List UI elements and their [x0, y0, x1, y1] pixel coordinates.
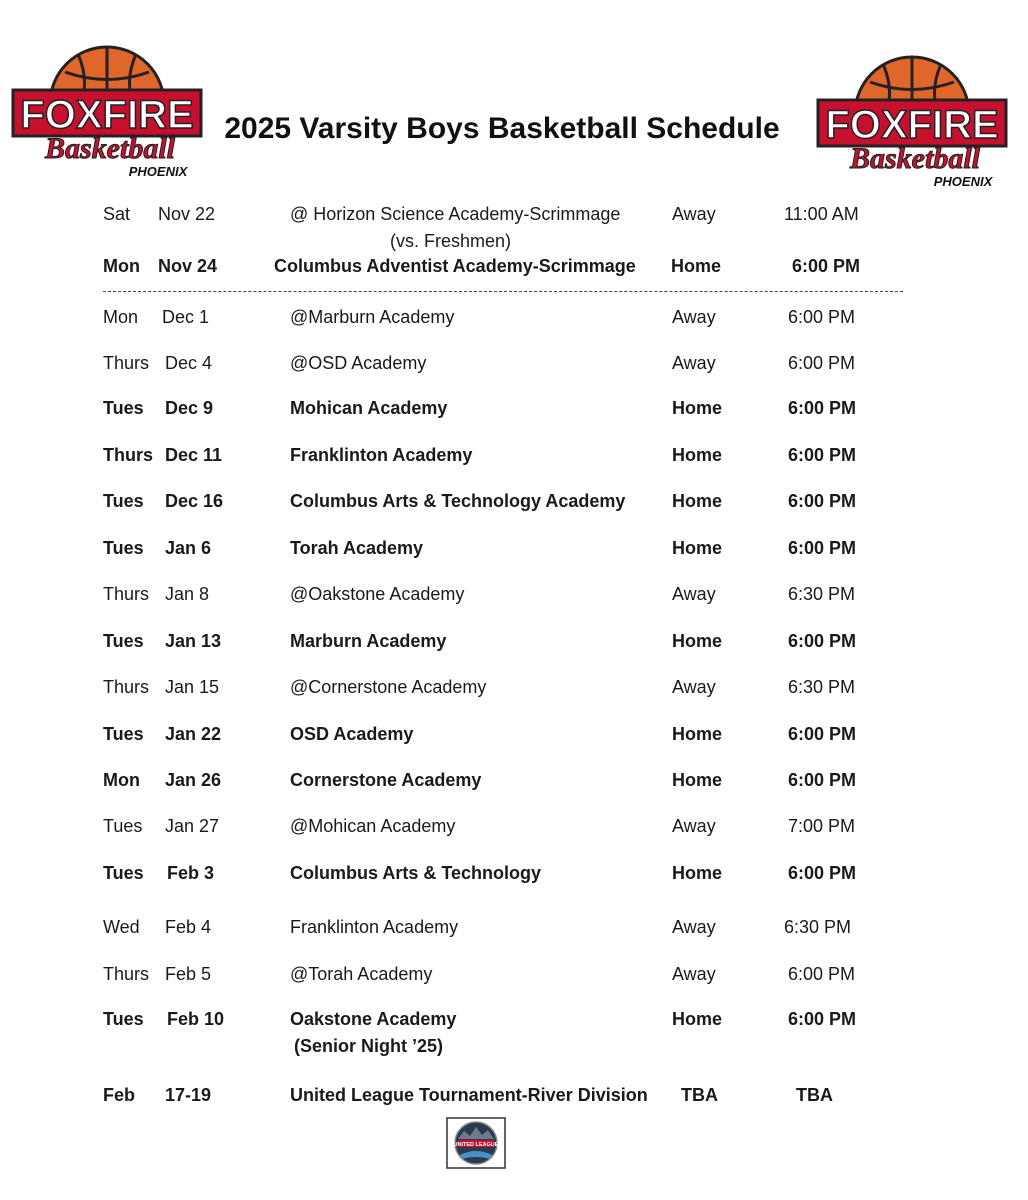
page-title: 2025 Varsity Boys Basketball Schedule — [224, 112, 780, 145]
game-day: Wed — [103, 917, 140, 937]
game-date: Jan 27 — [165, 816, 220, 836]
game-opponent: @Oakstone Academy — [290, 584, 465, 604]
game-date: Feb 4 — [165, 917, 212, 937]
schedule-row-tournament — [0, 1085, 1028, 1115]
game-date: Dec 11 — [165, 445, 223, 465]
game-date: Jan 22 — [165, 724, 222, 744]
schedule-row-scrimmage-1 — [0, 204, 1028, 234]
game-opponent: Torah Academy — [290, 538, 424, 558]
schedule-row — [0, 917, 1028, 947]
game-opponent: @Marburn Academy — [290, 307, 455, 327]
game-date: Jan 13 — [165, 631, 222, 651]
league-logo-text: UNITED LEAGUE — [453, 1142, 499, 1148]
game-location: Home — [671, 256, 722, 276]
section-divider — [103, 291, 903, 292]
game-day: Thurs — [103, 964, 150, 984]
game-location: Home — [672, 491, 723, 511]
game-location: TBA — [681, 1085, 718, 1105]
game-time: 6:30 PM — [788, 584, 856, 604]
game-day: Tues — [103, 491, 144, 511]
game-day: Thurs — [103, 353, 150, 373]
game-location: Away — [672, 307, 716, 327]
game-location: Away — [672, 204, 716, 224]
game-location: Home — [672, 538, 723, 558]
game-location: Away — [672, 816, 716, 836]
schedule-row — [0, 724, 1028, 754]
game-time: 6:00 PM — [792, 256, 861, 276]
game-location: Away — [672, 584, 716, 604]
game-location: Away — [672, 677, 716, 697]
game-location: Home — [672, 1009, 723, 1029]
game-opponent: @OSD Academy — [290, 353, 427, 373]
game-opponent: Marburn Academy — [290, 631, 447, 651]
game-opponent: Franklinton Academy — [290, 917, 459, 937]
game-opponent: Columbus Arts & Technology — [290, 863, 542, 883]
game-time: 6:00 PM — [788, 445, 857, 465]
game-time: 7:00 PM — [788, 816, 856, 836]
logo-wordmark: FOXFIRE — [20, 93, 194, 137]
game-time: 6:00 PM — [788, 1009, 857, 1029]
game-day: Thurs — [103, 445, 154, 465]
game-opponent: Cornerstone Academy — [290, 770, 482, 790]
game-time: 6:00 PM — [788, 491, 857, 511]
game-time: 6:00 PM — [788, 964, 856, 984]
game-date: Dec 4 — [165, 353, 213, 373]
game-opponent: @Torah Academy — [290, 964, 433, 984]
game-day: Mon — [103, 770, 140, 790]
game-time: 6:00 PM — [788, 353, 856, 373]
schedule-row — [0, 353, 1028, 383]
united-league-logo — [446, 1117, 506, 1174]
schedule-row — [0, 307, 1028, 337]
game-day: Tues — [103, 538, 144, 558]
game-date: Jan 26 — [165, 770, 222, 790]
logo-tag: PHOENIX — [128, 164, 188, 179]
game-date: Dec 16 — [165, 491, 224, 511]
game-location: Home — [672, 770, 723, 790]
game-time: 6:00 PM — [788, 724, 857, 744]
game-date: Jan 8 — [165, 584, 210, 604]
schedule-row — [0, 964, 1028, 994]
game-opponent: @Cornerstone Academy — [290, 677, 487, 697]
game-time: TBA — [796, 1085, 833, 1105]
game-time: 6:00 PM — [788, 538, 857, 558]
game-opponent: Columbus Adventist Academy-Scrimmage — [274, 256, 636, 276]
game-day: Tues — [103, 724, 144, 744]
game-day: Mon — [103, 307, 139, 327]
game-time: 6:00 PM — [788, 307, 856, 327]
game-time: 6:00 PM — [788, 863, 857, 883]
schedule-row — [0, 1009, 1028, 1039]
game-time: 6:00 PM — [788, 631, 857, 651]
schedule-row — [0, 445, 1028, 475]
schedule-row — [0, 491, 1028, 521]
game-date: Feb 5 — [165, 964, 212, 984]
game-day: Tues — [103, 1009, 144, 1029]
game-day: Thurs — [103, 584, 150, 604]
game-time: 6:00 PM — [788, 398, 857, 418]
game-date: Feb 10 — [167, 1009, 225, 1029]
game-opponent: Franklinton Academy — [290, 445, 473, 465]
game-opponent: OSD Academy — [290, 724, 414, 744]
game-date: Dec 9 — [165, 398, 214, 418]
game-opponent: @ Horizon Science Academy-Scrimmage — [290, 204, 621, 224]
game-opponent: Oakstone Academy — [290, 1009, 457, 1029]
game-opponent: United League Tournament-River Division — [290, 1085, 648, 1105]
game-day: Tues — [103, 816, 143, 836]
game-location: Home — [672, 445, 723, 465]
game-date: 17-19 — [165, 1085, 212, 1105]
game-time: 6:00 PM — [788, 770, 857, 790]
game-date: Jan 15 — [165, 677, 220, 697]
schedule-row — [0, 584, 1028, 614]
game-location: Away — [672, 353, 716, 373]
schedule-row — [0, 631, 1028, 661]
game-day: Tues — [103, 631, 144, 651]
game-location: Home — [672, 863, 723, 883]
logo-wordmark: FOXFIRE — [825, 103, 999, 147]
game-location: Home — [672, 398, 723, 418]
schedule-row — [0, 538, 1028, 568]
game-location: Home — [672, 724, 723, 744]
game-time: 6:30 PM — [788, 677, 856, 697]
logo-script: Basketball — [44, 132, 176, 165]
game-day: Thurs — [103, 677, 150, 697]
game-date: Feb 3 — [167, 863, 215, 883]
game-opponent: Mohican Academy — [290, 398, 448, 418]
schedule-row — [0, 863, 1028, 893]
game-location: Away — [672, 917, 716, 937]
game-time: 6:30 PM — [784, 917, 852, 937]
game-day: Feb — [103, 1085, 136, 1105]
senior-night-note: (Senior Night ’25) — [294, 1036, 444, 1056]
game-time: 11:00 AM — [784, 204, 859, 224]
game-day: Tues — [103, 398, 144, 418]
game-opponent: @Mohican Academy — [290, 816, 456, 836]
game-location: Away — [672, 964, 716, 984]
game-location: Home — [672, 631, 723, 651]
logo-script: Basketball — [849, 142, 981, 175]
schedule-row — [0, 816, 1028, 846]
schedule-row-scrimmage-2 — [0, 256, 1028, 286]
schedule-row — [0, 770, 1028, 800]
game-date: Nov 24 — [158, 256, 218, 276]
game-opponent: Columbus Arts & Technology Academy — [290, 491, 626, 511]
game-date: Jan 6 — [165, 538, 212, 558]
logo-tag: PHOENIX — [933, 174, 993, 189]
schedule-row — [0, 677, 1028, 707]
game-day: Sat — [103, 204, 131, 224]
schedule-row — [0, 398, 1028, 428]
game-day: Mon — [103, 256, 140, 276]
scrimmage-note: (vs. Freshmen) — [390, 231, 512, 251]
game-day: Tues — [103, 863, 144, 883]
game-date: Nov 22 — [158, 204, 216, 224]
game-date: Dec 1 — [162, 307, 210, 327]
